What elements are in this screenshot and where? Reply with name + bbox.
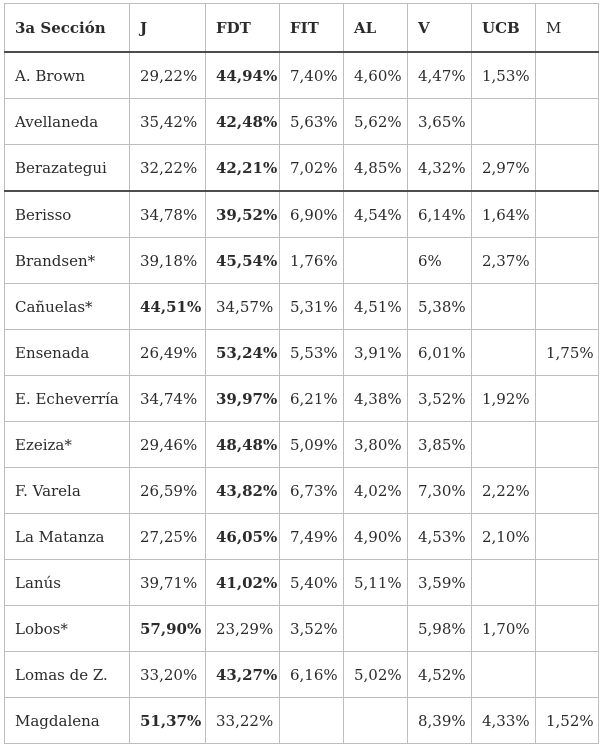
cell-ucb: 4,33% <box>472 698 536 744</box>
table-row <box>5 468 599 514</box>
cell-fdt: 39,97% <box>206 376 280 422</box>
cell-j: 34,78% <box>130 191 206 238</box>
table-row <box>5 376 599 422</box>
cell-m <box>536 145 599 192</box>
cell-m <box>536 376 599 422</box>
cell-fit: 5,09% <box>280 422 344 468</box>
cell-j: 57,90% <box>130 606 206 652</box>
header-row <box>5 4 599 53</box>
cell-ucb: 1,70% <box>472 606 536 652</box>
cell-m: 1,75% <box>536 330 599 376</box>
cell-fit <box>280 698 344 744</box>
cell-ucb: 2,10% <box>472 514 536 560</box>
table-row <box>5 191 599 238</box>
cell-al <box>344 606 408 652</box>
cell-fdt: 44,94% <box>206 52 280 99</box>
cell-v: 6,14% <box>408 191 472 238</box>
cell-m <box>536 238 599 284</box>
cell-m <box>536 191 599 238</box>
cell-m <box>536 99 599 145</box>
table-row <box>5 99 599 145</box>
cell-j: 39,71% <box>130 560 206 606</box>
cell-municipio: Berisso <box>5 191 130 238</box>
header-fdt: FDT <box>206 4 280 53</box>
cell-m <box>536 514 599 560</box>
cell-v: 4,52% <box>408 652 472 698</box>
cell-fdt: 42,48% <box>206 99 280 145</box>
cell-j: 29,22% <box>130 52 206 99</box>
table-row <box>5 514 599 560</box>
cell-municipio: Berazategui <box>5 145 130 192</box>
cell-v: 4,32% <box>408 145 472 192</box>
cell-j: 33,20% <box>130 652 206 698</box>
table-row <box>5 330 599 376</box>
cell-fdt: 42,21% <box>206 145 280 192</box>
header-fit: FIT <box>280 4 344 53</box>
header-ucb: UCB <box>472 4 536 53</box>
cell-al <box>344 238 408 284</box>
cell-fdt: 46,05% <box>206 514 280 560</box>
cell-al: 4,60% <box>344 52 408 99</box>
table-row <box>5 560 599 606</box>
table-row <box>5 652 599 698</box>
cell-fit: 5,53% <box>280 330 344 376</box>
cell-ucb: 1,92% <box>472 376 536 422</box>
cell-j: 34,74% <box>130 376 206 422</box>
table-row <box>5 238 599 284</box>
cell-municipio: Lomas de Z. <box>5 652 130 698</box>
cell-m <box>536 422 599 468</box>
cell-ucb: 1,64% <box>472 191 536 238</box>
cell-fit: 5,31% <box>280 284 344 330</box>
cell-v: 8,39% <box>408 698 472 744</box>
header-al: AL <box>344 4 408 53</box>
cell-m: 1,52% <box>536 698 599 744</box>
cell-fdt: 53,24% <box>206 330 280 376</box>
cell-fdt: 23,29% <box>206 606 280 652</box>
cell-al <box>344 698 408 744</box>
cell-j: 35,42% <box>130 99 206 145</box>
cell-j: 39,18% <box>130 238 206 284</box>
cell-fdt: 48,48% <box>206 422 280 468</box>
cell-fit: 3,52% <box>280 606 344 652</box>
cell-municipio: Avellaneda <box>5 99 130 145</box>
cell-m <box>536 284 599 330</box>
cell-ucb <box>472 422 536 468</box>
cell-fdt: 43,27% <box>206 652 280 698</box>
cell-fit: 7,02% <box>280 145 344 192</box>
cell-fit: 5,40% <box>280 560 344 606</box>
cell-m <box>536 468 599 514</box>
table-row <box>5 422 599 468</box>
cell-ucb <box>472 560 536 606</box>
header-v: V <box>408 4 472 53</box>
cell-al: 3,80% <box>344 422 408 468</box>
cell-municipio: Ensenada <box>5 330 130 376</box>
cell-v: 5,38% <box>408 284 472 330</box>
header-m: M <box>536 4 599 53</box>
cell-fdt: 34,57% <box>206 284 280 330</box>
cell-j: 44,51% <box>130 284 206 330</box>
cell-al: 5,11% <box>344 560 408 606</box>
cell-fit: 1,76% <box>280 238 344 284</box>
cell-fit: 6,16% <box>280 652 344 698</box>
cell-municipio: F. Varela <box>5 468 130 514</box>
cell-v: 4,53% <box>408 514 472 560</box>
cell-ucb <box>472 284 536 330</box>
cell-al: 4,90% <box>344 514 408 560</box>
cell-al: 3,91% <box>344 330 408 376</box>
cell-j: 51,37% <box>130 698 206 744</box>
cell-fit: 6,90% <box>280 191 344 238</box>
results-table <box>4 3 599 744</box>
cell-municipio: Lobos* <box>5 606 130 652</box>
cell-m <box>536 560 599 606</box>
table-row <box>5 284 599 330</box>
cell-municipio: Brandsen* <box>5 238 130 284</box>
cell-v: 3,65% <box>408 99 472 145</box>
cell-v: 3,85% <box>408 422 472 468</box>
cell-ucb: 2,37% <box>472 238 536 284</box>
cell-v: 4,47% <box>408 52 472 99</box>
cell-v: 6,01% <box>408 330 472 376</box>
cell-municipio: E. Echeverría <box>5 376 130 422</box>
cell-fit: 5,63% <box>280 99 344 145</box>
cell-ucb <box>472 330 536 376</box>
cell-v: 3,52% <box>408 376 472 422</box>
cell-m <box>536 652 599 698</box>
header-seccion: 3a Sección <box>5 4 130 53</box>
cell-j: 26,49% <box>130 330 206 376</box>
cell-j: 27,25% <box>130 514 206 560</box>
table-row <box>5 698 599 744</box>
cell-municipio: Lanús <box>5 560 130 606</box>
cell-municipio: A. Brown <box>5 52 130 99</box>
cell-v: 7,30% <box>408 468 472 514</box>
cell-m <box>536 606 599 652</box>
table-row <box>5 145 599 192</box>
cell-al: 4,54% <box>344 191 408 238</box>
cell-municipio: Ezeiza* <box>5 422 130 468</box>
table-row <box>5 606 599 652</box>
cell-ucb: 2,97% <box>472 145 536 192</box>
cell-municipio: Cañuelas* <box>5 284 130 330</box>
cell-ucb: 1,53% <box>472 52 536 99</box>
cell-j: 32,22% <box>130 145 206 192</box>
cell-al: 5,02% <box>344 652 408 698</box>
cell-al: 4,38% <box>344 376 408 422</box>
cell-fdt: 33,22% <box>206 698 280 744</box>
cell-al: 4,85% <box>344 145 408 192</box>
cell-j: 29,46% <box>130 422 206 468</box>
cell-v: 5,98% <box>408 606 472 652</box>
cell-j: 26,59% <box>130 468 206 514</box>
cell-municipio: Magdalena <box>5 698 130 744</box>
header-j: J <box>130 4 206 53</box>
cell-fit: 6,73% <box>280 468 344 514</box>
cell-fdt: 41,02% <box>206 560 280 606</box>
cell-ucb: 2,22% <box>472 468 536 514</box>
cell-v: 3,59% <box>408 560 472 606</box>
cell-fit: 7,49% <box>280 514 344 560</box>
cell-fit: 6,21% <box>280 376 344 422</box>
cell-municipio: La Matanza <box>5 514 130 560</box>
cell-v: 6% <box>408 238 472 284</box>
cell-al: 4,02% <box>344 468 408 514</box>
cell-m <box>536 52 599 99</box>
cell-fdt: 45,54% <box>206 238 280 284</box>
cell-fdt: 39,52% <box>206 191 280 238</box>
cell-ucb <box>472 652 536 698</box>
cell-fit: 7,40% <box>280 52 344 99</box>
cell-al: 5,62% <box>344 99 408 145</box>
cell-ucb <box>472 99 536 145</box>
table-row <box>5 52 599 99</box>
cell-al: 4,51% <box>344 284 408 330</box>
cell-fdt: 43,82% <box>206 468 280 514</box>
